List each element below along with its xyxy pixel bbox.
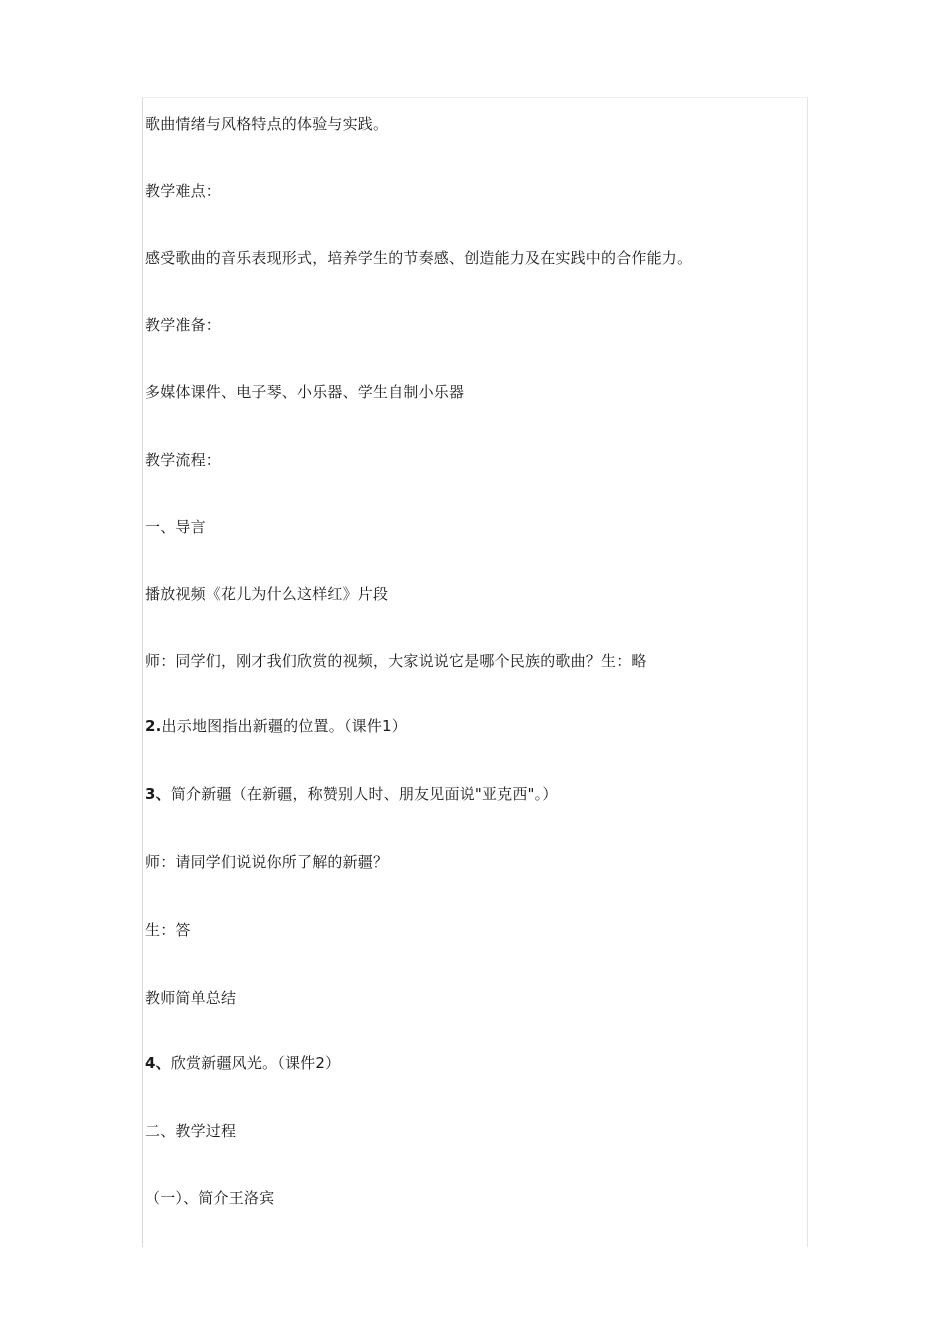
page-frame	[142, 97, 808, 1247]
text-line: 生：答	[145, 921, 191, 939]
text-line: 2.出示地图指出新疆的位置。（课件1）	[145, 717, 407, 735]
heading-teaching-process: 教学流程：	[145, 451, 222, 469]
text-line: 播放视频《花儿为什么这样红》片段	[145, 585, 389, 603]
text-line: 4、欣赏新疆风光。（课件2）	[145, 1054, 341, 1072]
text-line: 感受歌曲的音乐表现形式，培养学生的节奏感、创造能力及在实践中的合作能力。	[145, 249, 693, 267]
text-line: 歌曲情绪与风格特点的体验与实践。	[145, 115, 389, 133]
text-line: 3、简介新疆（在新疆，称赞别人时、朋友见面说"亚克西"。）	[145, 785, 558, 803]
text-line: 师：请同学们说说你所了解的新疆？	[145, 853, 389, 871]
subsection-heading: （一）、简介王洛宾	[145, 1189, 275, 1207]
text-line: 师：同学们，刚才我们欣赏的视频，大家说说它是哪个民族的歌曲？生：略	[145, 652, 647, 670]
heading-teaching-preparation: 教学准备：	[145, 316, 222, 334]
text-line: 多媒体课件、电子琴、小乐器、学生自制小乐器	[145, 383, 465, 401]
section-heading-process: 二、教学过程	[145, 1122, 237, 1140]
section-heading-intro: 一、导言	[145, 518, 206, 536]
text-line: 教师简单总结	[145, 989, 237, 1007]
heading-teaching-difficulty: 教学难点：	[145, 182, 222, 200]
